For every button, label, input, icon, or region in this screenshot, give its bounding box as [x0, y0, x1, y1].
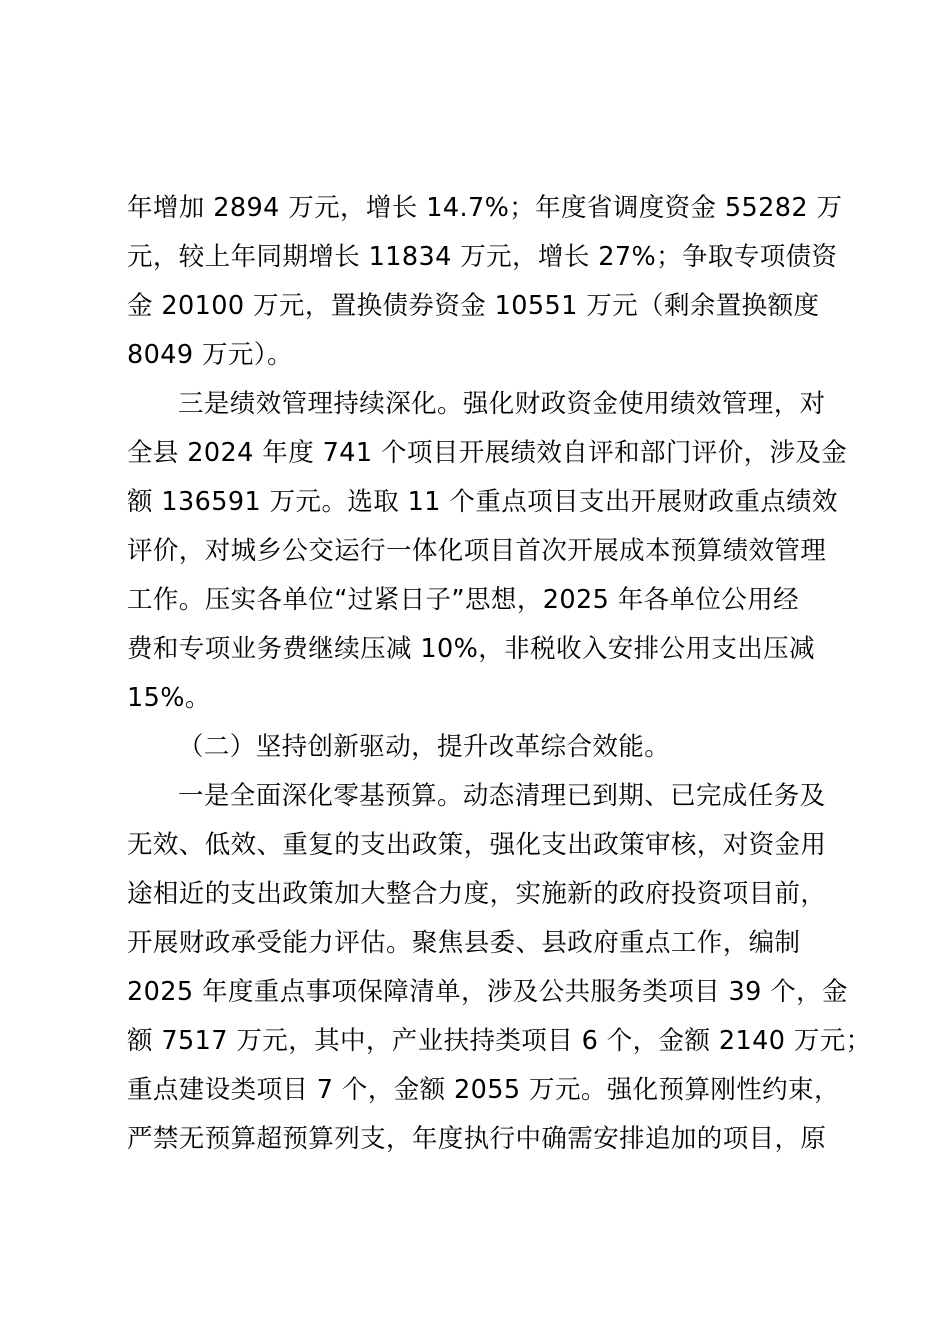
text-line: 额 136591 万元。选取 11 个重点项目支出开展财政重点绩效	[127, 487, 838, 517]
paragraph-start-line: 三是绩效管理持续深化。强化财政资金使用绩效管理，对	[178, 389, 826, 419]
paragraph-start-line: 一是全面深化零基预算。动态清理已到期、已完成任务及	[178, 781, 826, 811]
text-line: 8049 万元）。	[127, 340, 293, 370]
document-body	[127, 184, 872, 1164]
section-heading: （二）坚持创新驱动，提升改革综合效能。	[178, 732, 671, 762]
text-line: 全县 2024 年度 741 个项目开展绩效自评和部门评价，涉及金	[127, 438, 848, 468]
text-line: 金 20100 万元，置换债券资金 10551 万元（剩余置换额度	[127, 291, 820, 321]
text-line: 评价，对城乡公交运行一体化项目首次开展成本预算绩效管理	[127, 536, 827, 566]
text-line: 15%。	[127, 683, 211, 713]
text-line: 工作。压实各单位“过紧日子”思想，2025 年各单位公用经	[127, 585, 800, 615]
text-line: 途相近的支出政策加大整合力度，实施新的政府投资项目前，	[127, 879, 827, 909]
text-line: 严禁无预算超预算列支，年度执行中确需安排追加的项目，原	[127, 1124, 827, 1154]
text-line: 费和专项业务费继续压减 10%，非税收入安排公用支出压减	[127, 634, 815, 664]
text-line: 开展财政承受能力评估。聚焦县委、县政府重点工作，编制	[127, 928, 801, 958]
text-line: 2025 年度重点事项保障清单，涉及公共服务类项目 39 个，金	[127, 977, 848, 1007]
text-line: 年增加 2894 万元，增长 14.7%；年度省调度资金 55282 万	[127, 193, 843, 223]
text-line: 无效、低效、重复的支出政策，强化支出政策审核，对资金用	[127, 830, 827, 860]
text-line: 重点建设类项目 7 个，金额 2055 万元。强化预算刚性约束，	[127, 1075, 840, 1105]
text-line: 元，较上年同期增长 11834 万元，增长 27%；争取专项债资	[127, 242, 838, 272]
text-line: 额 7517 万元，其中，产业扶持类项目 6 个，金额 2140 万元；	[127, 1026, 872, 1056]
